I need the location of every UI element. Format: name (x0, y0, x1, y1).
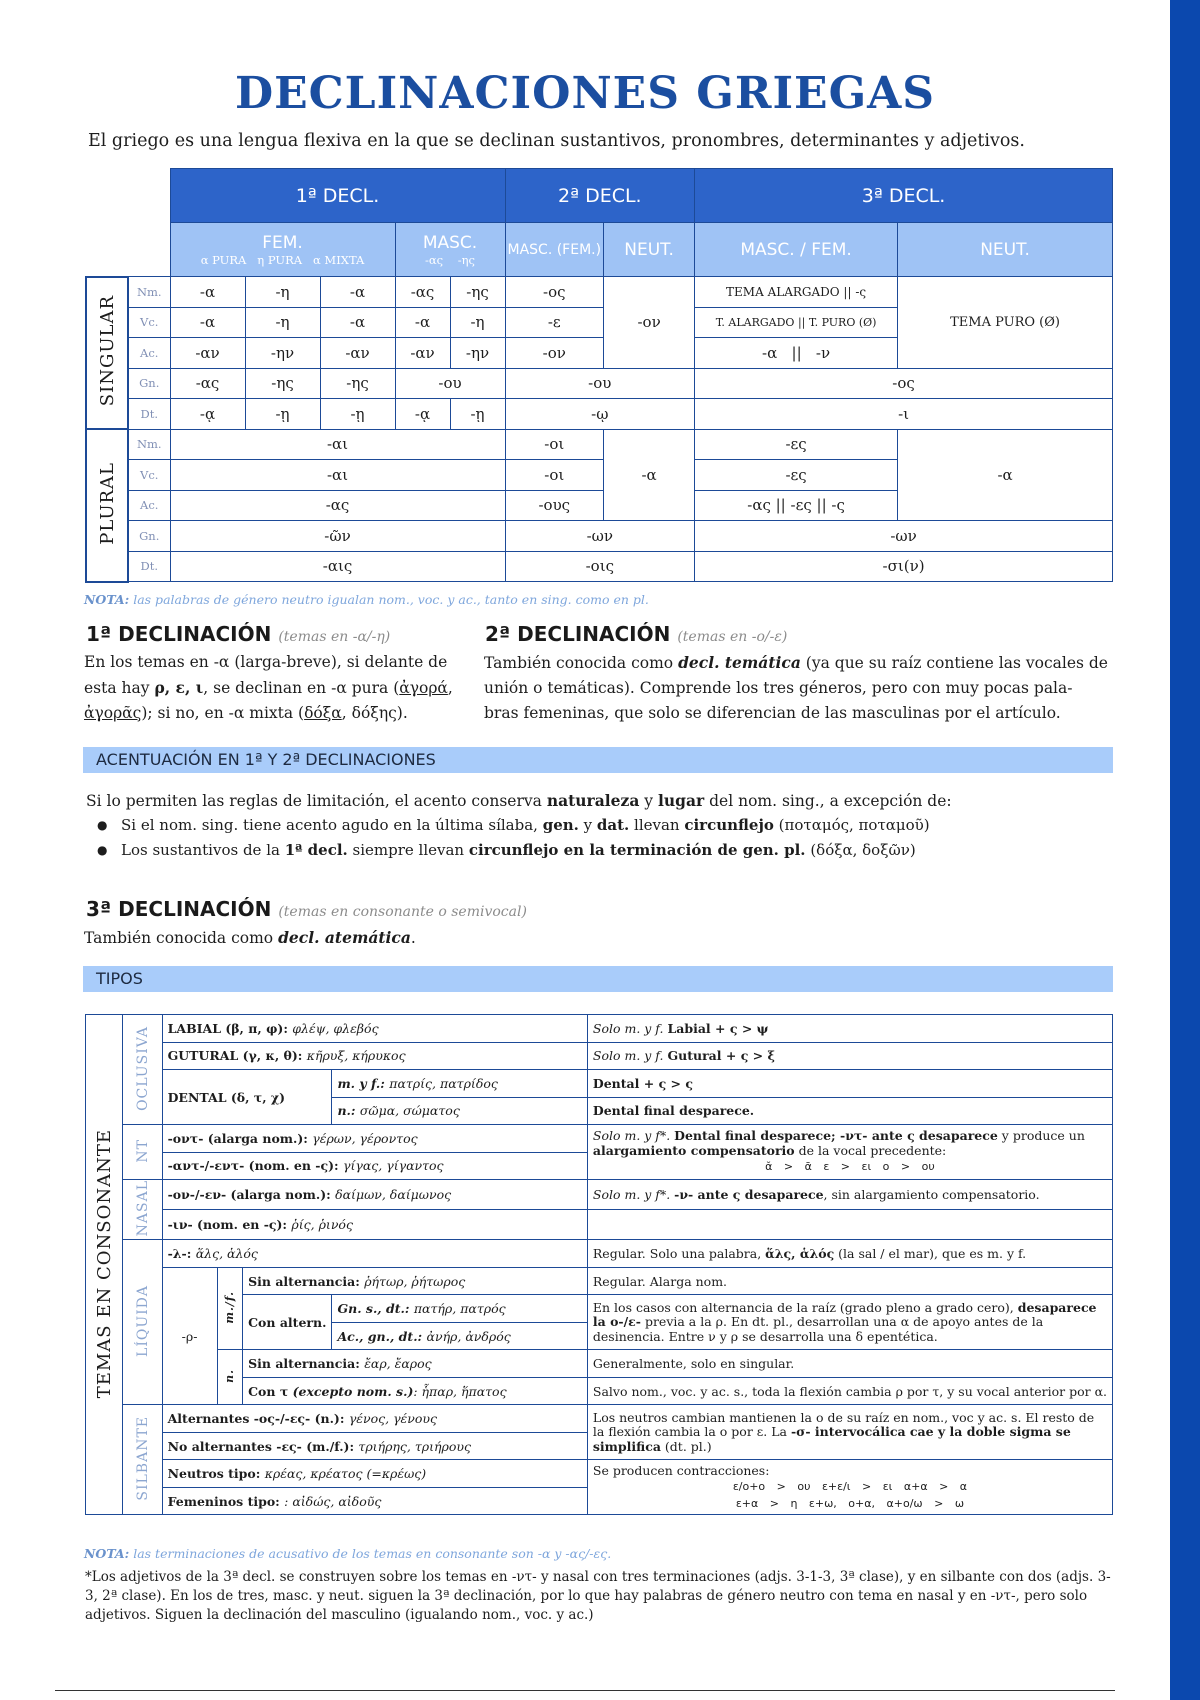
ending-cell: -α (170, 277, 245, 308)
ending-cell: -ην (450, 338, 505, 369)
row-lambda: -λ-: ἅλς, ἁλός (162, 1240, 587, 1268)
row-sin-alternancia: Sin alternancia: ῥήτωρ, ῥήτωρος (243, 1267, 588, 1295)
case-label: Gn. (128, 521, 170, 552)
rule-silbante-2: Se producen contracciones: ε/ο+ο > ου ε+ε/ι > ει α+α > α ε+α > η ε+ω, ο+α, α+ο/ω > ω (587, 1460, 1112, 1515)
footer-rule (55, 1690, 1115, 1691)
case-label: Nm. (128, 429, 170, 460)
group-singular: SINGULAR (86, 277, 128, 430)
page-title: DECLINACIONES GRIEGAS (234, 68, 936, 119)
n-label: n. (217, 1350, 243, 1405)
case-label: Dt. (128, 551, 170, 582)
accent-intro: Si lo permiten las reglas de limitación, el acento conserva naturaleza y lugar del nom. sing., a excepción de: (86, 791, 952, 810)
list-item: ● Los sustantivos de la 1ª decl. siempre llevan circunflejo en la terminación de gen. pl. (δόξα, δοξῶν) (85, 838, 930, 863)
ending-cell: -ην (245, 338, 320, 369)
ending-cell: -ος (695, 368, 1113, 399)
ending-cell: -ῳ (505, 399, 695, 430)
row-nt-2: -αντ-/-εντ- (nom. en -ς): γίγας, γίγαντος (162, 1152, 587, 1180)
ending-cell: -ης (245, 368, 320, 399)
ending-cell: -ῃ (245, 399, 320, 430)
ending-cell: -αις (170, 551, 505, 582)
ending-cell: TEMA ALARGADO || -ς (695, 277, 898, 308)
ending-cell: -α (320, 307, 395, 338)
ending-cell: -ᾳ (170, 399, 245, 430)
row-con-altern-1: Gn. s., dt.: πατήρ, πατρός (332, 1295, 587, 1323)
ending-cell: -αν (170, 338, 245, 369)
ending-cell: -αι (170, 429, 505, 460)
ending-cell: -ον (604, 277, 695, 369)
case-label: Ac. (128, 490, 170, 521)
ending-cell: -ῶν (170, 521, 505, 552)
note-accusative: NOTA: las terminaciones de acusativo de los temas en consonante son -α y -ας/-ες. (84, 1546, 612, 1561)
group-nasal: NASAL (123, 1180, 162, 1240)
section-1-text: En los temas en -α (larga-breve), si delante de esta hay ρ, ε, ι, se declinan en -α pura (ἀγορά, ἀγορᾶς); si no, en -α mixta (δόξα, δόξης). (84, 653, 453, 722)
accent-list (85, 813, 930, 863)
group-nt: ΝΤ (123, 1125, 162, 1180)
rule-dental-mf: Dental + ς > ς (587, 1070, 1112, 1098)
ending-cell: -ας (395, 277, 450, 308)
ending-cell: -ους (505, 490, 604, 521)
case-label: Dt. (128, 399, 170, 430)
section-1-heading: 1ª DECLINACIÓN (temas en -α/-η) (86, 622, 391, 646)
row-silbante-1: Alternantes -ος-/-ες- (n.): γένος, γένους (162, 1405, 587, 1433)
rule-labial: Solo m. y f. Labial + ς > ψ (587, 1015, 1112, 1043)
row-n-con: Con τ (excepto nom. s.): ἧπαρ, ἥπατος (243, 1377, 588, 1405)
col-group-3: 3ª DECL. (695, 169, 1113, 223)
rule-sin-alternancia: Regular. Alarga nom. (587, 1267, 1112, 1295)
ending-cell: -αι (170, 460, 505, 491)
ending-cell: -αν (320, 338, 395, 369)
row-nasal-2: -ιν- (nom. en -ς): ῥίς, ῥινός (162, 1210, 587, 1240)
case-label: Nm. (128, 277, 170, 308)
ending-cell: -ας (170, 368, 245, 399)
ending-cell: -α (170, 307, 245, 338)
row-n-sin: Sin alternancia: ἔαρ, ἔαρος (243, 1350, 588, 1378)
group-oclusiva: OCLUSIVA (123, 1015, 162, 1125)
row-silbante-2: No alternantes -ες- (m./f.): τριήρης, τριήρους (162, 1432, 587, 1460)
rule-nasal: Solo m. y f*. -ν- ante ς desaparece, sin alargamiento compensatorio. (587, 1180, 1112, 1210)
ending-cell: -η (245, 277, 320, 308)
ending-cell: -ῃ (320, 399, 395, 430)
mf-label: m./f. (217, 1267, 243, 1350)
declension-table (85, 168, 1113, 583)
ending-cell: -α (395, 307, 450, 338)
ending-cell: -α (898, 429, 1113, 521)
row-dental-n: n.: σῶμα, σώματος (332, 1097, 587, 1125)
section-2-text: También conocida como decl. temática (ya que su raíz contiene las vocales de unión o temáticas). Comprende los tres géneros, pero con muy pocas pala- bras femeninas, que solo se diferencian de las masculinas por el artículo. (484, 653, 1108, 722)
ending-cell: -ης (450, 277, 505, 308)
row-dental: DENTAL (δ, τ, χ) (162, 1070, 332, 1125)
rho-label: -ρ- (162, 1267, 217, 1405)
ending-cell: -ου (395, 368, 505, 399)
ending-cell: -α (320, 277, 395, 308)
ending-cell: -ου (505, 368, 695, 399)
note-neutral: NOTA: las palabras de género neutro igualan nom., voc. y ac., tanto en sing. como en pl. (84, 592, 649, 607)
rule-dental-n: Dental final desparece. (587, 1097, 1112, 1125)
subhead-masc-fem-2: MASC. (FEM.) (505, 223, 604, 277)
section-3-heading: 3ª DECLINACIÓN (temas en consonante o semivocal) (86, 897, 527, 921)
ending-cell: -ες (695, 460, 898, 491)
ending-cell: -οις (505, 551, 695, 582)
rule-n-con: Salvo nom., voc. y ac. s., toda la flexión cambia ρ por τ, y su vocal anterior por α. (587, 1377, 1112, 1405)
subhead-neut-3: NEUT. (898, 223, 1113, 277)
ending-cell: -ας || -ες || -ς (695, 490, 898, 521)
rule-gutural: Solo m. y f. Gutural + ς > ξ (587, 1042, 1112, 1070)
ending-cell: -α (604, 429, 695, 521)
row-con-altern-2: Ac., gn., dt.: ἀνήρ, ἀνδρός (332, 1322, 587, 1350)
subhead-masc: MASC. -ας -ης (395, 223, 505, 277)
group-temas-consonante: TEMAS EN CONSONANTE (86, 1015, 123, 1515)
ending-cell: -ε (505, 307, 604, 338)
group-plural: PLURAL (86, 429, 128, 582)
case-label: Vc. (128, 460, 170, 491)
ending-cell: -α || -ν (695, 338, 898, 369)
rule-nt: Solo m. y f*. Dental final desparece; -ντ- ante ς desaparece y produce un alargamiento compensatorio de la vocal precedente: ᾰ > ᾱ ε > ει ο > ου (587, 1125, 1112, 1180)
rule-n-sin: Generalmente, solo en singular. (587, 1350, 1112, 1378)
case-label: Gn. (128, 368, 170, 399)
row-dental-mf: m. y f.: πατρίς, πατρίδος (332, 1070, 587, 1098)
ending-cell: -η (450, 307, 505, 338)
types-table (85, 1014, 1113, 1515)
section-2-heading: 2ª DECLINACIÓN (temas en -ο/-ε) (485, 622, 788, 646)
ending-cell: -σι(ν) (695, 551, 1113, 582)
accent-band: ACENTUACIÓN EN 1ª Y 2ª DECLINACIONES (83, 747, 1113, 773)
subhead-fem: FEM. α PURA η PURA α MIXTA (170, 223, 395, 277)
ending-cell: -οι (505, 460, 604, 491)
row-gutural: GUTURAL (γ, κ, θ): κῆρυξ, κήρυκος (162, 1042, 587, 1070)
rule-con-altern: En los casos con alternancia de la raíz (grado pleno a grado cero), desaparece la ο-/ε- previa a la ρ. En dt. pl., desarrollan una α de apoyo antes de la desinencia. Entre ν y ρ se desarrolla una δ epentética. (587, 1295, 1112, 1350)
ending-cell: TEMA PURO (Ø) (898, 277, 1113, 369)
ending-cell: -ης (320, 368, 395, 399)
ending-cell: T. ALARGADO || T. PURO (Ø) (695, 307, 898, 338)
row-labial: LABIAL (β, π, φ): φλέψ, φλεβός (162, 1015, 587, 1043)
row-con-altern: Con altern. (243, 1295, 332, 1350)
ending-cell: -ᾳ (395, 399, 450, 430)
ending-cell: -ων (505, 521, 695, 552)
tipos-band: TIPOS (83, 966, 1113, 992)
row-nasal-1: -ον-/-εν- (alarga nom.): δαίμων, δαίμωνος (162, 1180, 587, 1210)
side-accent-bar (1170, 0, 1200, 1700)
ending-cell: -ι (695, 399, 1113, 430)
section-3-text: También conocida como decl. atemática. (84, 928, 416, 947)
group-liquida: LÍQUIDA (123, 1240, 162, 1405)
rule-lambda: Regular. Solo una palabra, ἅλς, ἁλός (la sal / el mar), que es m. y f. (587, 1240, 1112, 1268)
ending-cell: -ας (170, 490, 505, 521)
footnote: *Los adjetivos de la 3ª decl. se construyen sobre los temas en -ντ- y nasal con tres terminaciones (adjs. 3-1-3, 3ª clase), y en silbante con dos (adjs. 3-3, 2ª clase). En los de tres, masc. y neut. siguen la 3ª declinación, por lo que hay palabras de género neutro con tema en nasal y en -ντ-, pero solo adjetivos. Siguen la declinación del masculino (igualando nom., voc. y ac.) (85, 1569, 1111, 1623)
intro-text: El griego es una lengua flexiva en la que se declinan sustantivos, pronombres, determinantes y adjetivos. (88, 131, 1025, 151)
row-silbante-4: Femeninos tipo: : αἰδώς, αἰδοῦς (162, 1487, 587, 1515)
group-silbante: SILBANTE (123, 1405, 162, 1515)
ending-cell: -ῃ (450, 399, 505, 430)
row-silbante-3: Neutros tipo: κρέας, κρέατος (=κρέως) (162, 1460, 587, 1488)
case-label: Vc. (128, 307, 170, 338)
subhead-neut-2: NEUT. (604, 223, 695, 277)
ending-cell: -ος (505, 277, 604, 308)
ending-cell: -ες (695, 429, 898, 460)
ending-cell: -αν (395, 338, 450, 369)
ending-cell: -ον (505, 338, 604, 369)
subhead-masc-fem-3: MASC. / FEM. (695, 223, 898, 277)
list-item: ● Si el nom. sing. tiene acento agudo en la última sílaba, gen. y dat. llevan circunflejo (ποταμός, ποταμοῦ) (85, 813, 930, 838)
col-group-1: 1ª DECL. (170, 169, 505, 223)
row-nt-1: -οντ- (alarga nom.): γέρων, γέροντος (162, 1125, 587, 1153)
case-label: Ac. (128, 338, 170, 369)
ending-cell: -η (245, 307, 320, 338)
col-group-2: 2ª DECL. (505, 169, 695, 223)
ending-cell: -οι (505, 429, 604, 460)
rule-silbante-1: Los neutros cambian mantienen la ο de su raíz en nom., voc y ac. s. El resto de la flexión cambia la ο por ε. La -σ- intervocálica cae y la doble sigma se simplifica (dt. pl.) (587, 1405, 1112, 1460)
ending-cell: -ων (695, 521, 1113, 552)
